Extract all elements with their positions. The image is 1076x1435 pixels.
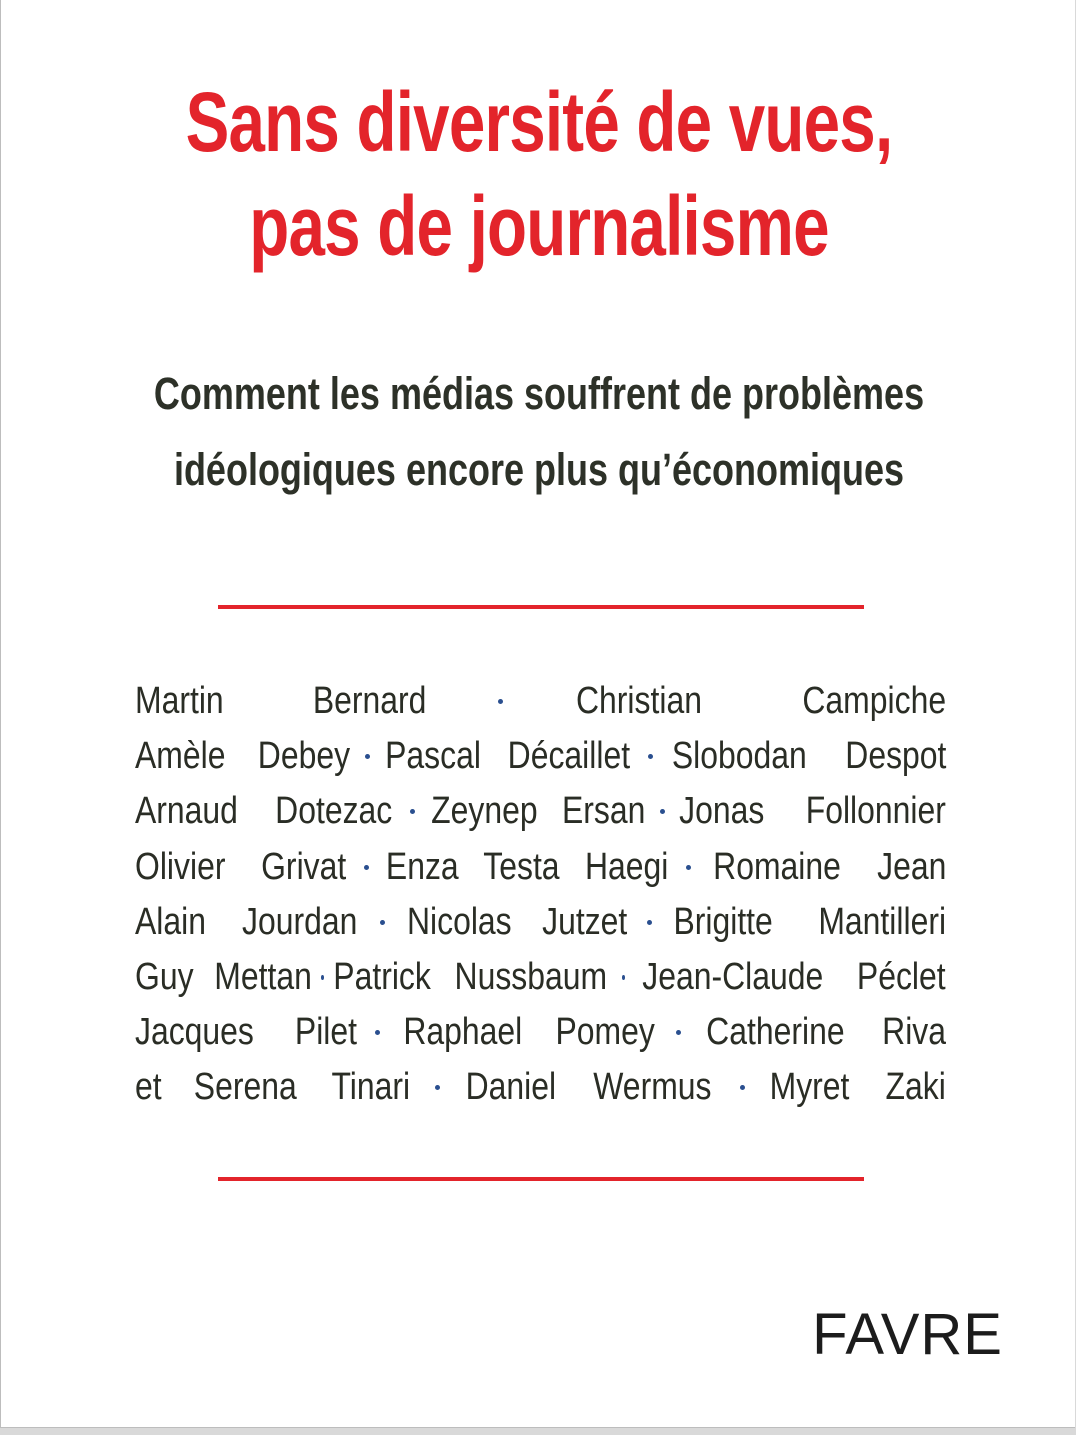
author-name-word: Pomey (554, 1011, 655, 1054)
author-name-word: Campiche (802, 680, 946, 722)
author-line (135, 840, 946, 895)
author-name-word: Debey (257, 735, 350, 778)
author-name-word: Amèle (135, 735, 226, 778)
author-name-word: Pilet (294, 1011, 357, 1054)
author-name-word: Christian (575, 680, 702, 722)
author-list (135, 674, 946, 1116)
separator-dot (648, 754, 653, 759)
author-name-word: Despot (844, 735, 946, 778)
separator-dot (435, 1085, 440, 1090)
author-name-word: Jutzet (541, 900, 628, 943)
author-name-word: et (135, 1066, 162, 1109)
separator-dot (647, 920, 652, 925)
author-name-word: Jonas (679, 790, 765, 833)
separator-dot (410, 809, 415, 814)
separator-dot (498, 699, 503, 704)
author-name-word: Catherine (706, 1011, 845, 1054)
subtitle-line-2: idéologiques encore plus qu’économiques (173, 444, 905, 495)
author-name-word: Nussbaum (454, 955, 608, 998)
author-name-word: Enza (386, 845, 459, 888)
author-name-word: Haegi (584, 845, 669, 888)
separator-dot (321, 975, 324, 980)
separator-dot (660, 809, 665, 814)
book-title (119, 70, 958, 278)
author-name-word: Zaki (885, 1066, 946, 1109)
author-name-word: Tinari (331, 1066, 410, 1109)
author-name-word: Mantilleri (818, 900, 946, 943)
author-name-word: Mettan (213, 955, 312, 998)
separator-dot (364, 865, 369, 870)
author-name-word: Dotezac (275, 790, 393, 833)
author-line (135, 895, 946, 950)
author-name-word: Jourdan (242, 900, 358, 943)
author-name-word: Patrick (333, 955, 431, 998)
author-name-word: Nicolas (407, 900, 512, 943)
author-name-word: Pascal (384, 735, 481, 778)
author-name-word: Jean (876, 845, 946, 888)
author-line (135, 674, 946, 729)
author-name-word: Péclet (857, 955, 946, 998)
author-name-word: Testa (483, 845, 560, 888)
separator-dot (380, 920, 385, 925)
author-name-word: Décaillet (507, 735, 631, 778)
separator-dot (375, 1030, 380, 1035)
author-name-word: Follonnier (805, 790, 946, 833)
author-name-word: Jean-Claude (642, 955, 824, 998)
author-line (135, 950, 946, 1005)
author-name-word: Jacques (135, 1011, 254, 1054)
author-name-word: Serena (193, 1066, 297, 1109)
author-line (135, 1060, 946, 1115)
author-name-word: Ersan (562, 790, 646, 833)
publisher-logo: FAVRE (812, 1302, 1003, 1367)
author-line (135, 729, 946, 784)
author-name-word: Olivier (135, 845, 226, 888)
author-name-word: Romaine (713, 845, 842, 888)
author-name-word: Arnaud (135, 790, 238, 833)
author-name-word: Myret (769, 1066, 850, 1109)
bottom-divider (218, 1177, 864, 1181)
author-name-word: Guy (135, 955, 194, 998)
separator-dot (622, 975, 625, 980)
author-line (135, 784, 946, 839)
title-line-1: Sans diversité de vues, (185, 75, 893, 169)
author-name-word: Raphael (403, 1011, 523, 1054)
author-name-word: Wermus (592, 1066, 712, 1109)
title-line-2: pas de journalisme (249, 179, 829, 273)
book-subtitle (109, 356, 970, 508)
author-name-word: Zeynep (431, 790, 538, 833)
subtitle-line-1: Comment les médias souffrent de problèmes (153, 368, 925, 419)
separator-dot (740, 1085, 745, 1090)
separator-dot (365, 754, 370, 759)
author-name-word: Grivat (260, 845, 347, 888)
author-name-word: Brigitte (673, 900, 773, 943)
separator-dot (676, 1030, 681, 1035)
author-line (135, 1005, 946, 1060)
author-name-word: Bernard (312, 680, 427, 722)
author-name-word: Alain (135, 900, 206, 943)
author-name-word: Daniel (465, 1066, 556, 1109)
top-divider (218, 605, 864, 609)
author-name-word: Riva (882, 1011, 946, 1054)
separator-dot (686, 865, 691, 870)
author-name-word: Martin (135, 680, 224, 722)
author-name-word: Slobodan (671, 735, 807, 778)
